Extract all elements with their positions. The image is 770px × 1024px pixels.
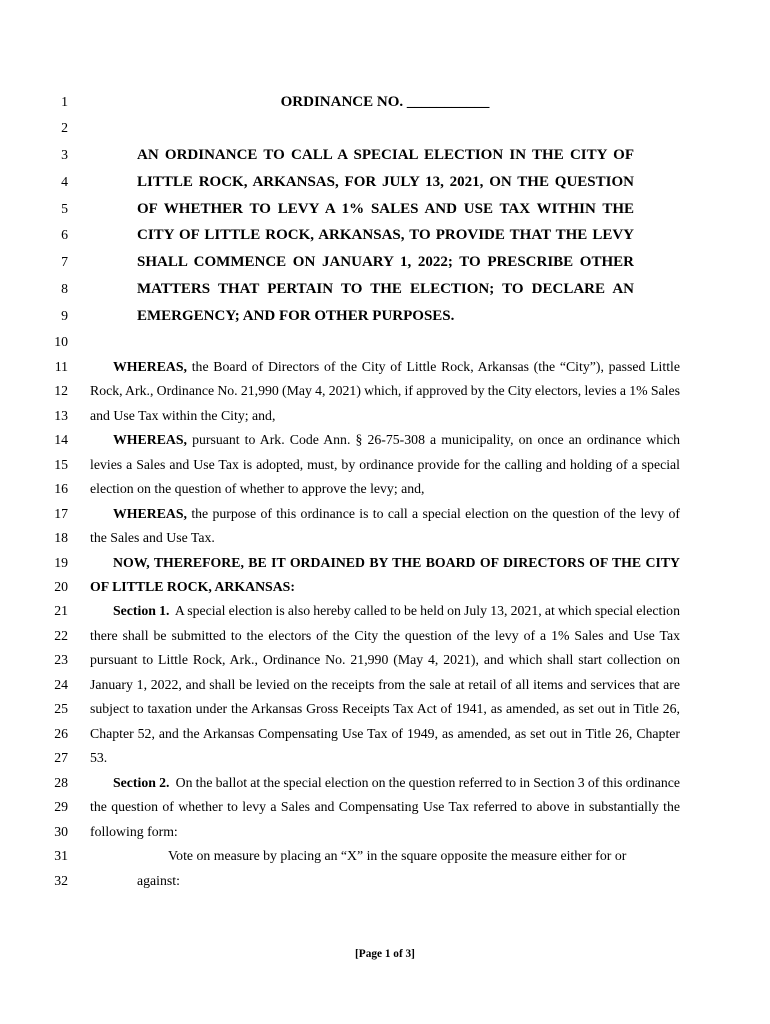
body-line: there shall be submitted to the electors of the City the question of the levy of a 1% Sales and Use Tax: [90, 627, 680, 643]
line-number: 29: [54, 799, 68, 815]
line-row: [0, 820, 770, 844]
line-row: [0, 575, 770, 599]
line-row: [0, 648, 770, 672]
line-row: [0, 746, 770, 770]
line-number: 8: [61, 280, 68, 296]
line-row: [0, 89, 770, 116]
line-row: [0, 276, 770, 303]
line-row: [0, 222, 770, 249]
line-row: [0, 502, 770, 526]
line-row: [0, 477, 770, 501]
line-number: 31: [54, 848, 68, 864]
line-row: [0, 673, 770, 697]
line-number: 22: [54, 627, 68, 643]
line-number: 21: [54, 603, 68, 619]
body-line: [113, 502, 680, 526]
line-row: [0, 844, 770, 868]
line-number: 30: [54, 823, 68, 839]
body-text: On the ballot at the special election on the question referred to in Section 3 of this ordinance: [175, 774, 680, 790]
line-number: 23: [54, 652, 68, 668]
line-row: [0, 115, 770, 142]
whereas-lead: WHEREAS,: [113, 432, 187, 448]
body-line: the Sales and Use Tax.: [90, 530, 215, 546]
line-number: 28: [54, 774, 68, 790]
line-number: 6: [61, 227, 68, 243]
ordaining-clause: OF LITTLE ROCK, ARKANSAS:: [90, 578, 295, 594]
line-number: 9: [61, 307, 68, 323]
line-row: [0, 869, 770, 893]
body-line: subject to taxation under the Arkansas Gross Receipts Tax Act of 1941, as amended, as set out in Title 26,: [90, 701, 680, 717]
line-number: 19: [54, 554, 68, 570]
caption-line: AN ORDINANCE TO CALL A SPECIAL ELECTION IN THE CITY OF: [137, 147, 634, 164]
caption-line: SHALL COMMENCE ON JANUARY 1, 2022; TO PRESCRIBE OTHER: [137, 254, 634, 271]
body-line: election on the question of whether to approve the levy; and,: [90, 481, 425, 497]
body-line: pursuant to Little Rock, Ark., Ordinance No. 21,990 (May 4, 2021), and which shall start collection on: [90, 652, 680, 668]
body-text: the purpose of this ordinance is to call a special election on the question of the levy of: [191, 505, 680, 521]
line-number: 32: [54, 872, 68, 888]
body-text: the Board of Directors of the City of Little Rock, Arkansas (the “City”), passed Little: [191, 358, 680, 374]
line-row: [0, 142, 770, 169]
line-number: 26: [54, 725, 68, 741]
section-heading: Section 1.: [113, 603, 170, 619]
line-number: 25: [54, 701, 68, 717]
line-number: 13: [54, 407, 68, 423]
line-row: [0, 428, 770, 452]
line-number: 14: [54, 432, 68, 448]
line-row: [0, 771, 770, 795]
line-row: [0, 404, 770, 428]
body-line: [113, 428, 680, 452]
ballot-instruction: Vote on measure by placing an “X” in the square opposite the measure either for or: [168, 848, 627, 864]
line-number: 15: [54, 456, 68, 472]
line-row: [0, 303, 770, 330]
line-number: 12: [54, 383, 68, 399]
ordinance-title: ORDINANCE NO. ___________: [280, 93, 490, 110]
line-row: [0, 169, 770, 196]
line-number: 2: [61, 120, 68, 136]
line-row: [0, 453, 770, 477]
line-row: [0, 355, 770, 379]
whereas-lead: WHEREAS,: [113, 505, 187, 521]
caption-line: EMERGENCY; AND FOR OTHER PURPOSES.: [137, 307, 455, 324]
ballot-instruction: against:: [137, 872, 180, 888]
body-line: 53.: [90, 750, 108, 766]
body-block: [0, 355, 770, 893]
ordaining-clause: NOW, THEREFORE, BE IT ORDAINED BY THE BOARD OF DIRECTORS OF THE CITY: [113, 554, 680, 570]
line-row: [0, 722, 770, 746]
line-number: 24: [54, 676, 68, 692]
whereas-lead: WHEREAS,: [113, 358, 187, 374]
body-text: pursuant to Ark. Code Ann. § 26-75-308 a municipality, on once an ordinance which: [192, 432, 680, 448]
caption-line: OF WHETHER TO LEVY A 1% SALES AND USE TAX WITHIN THE: [137, 200, 634, 217]
line-number: 5: [61, 200, 68, 216]
line-number: 10: [54, 334, 68, 350]
line-row: [0, 624, 770, 648]
body-line: following form:: [90, 823, 178, 839]
line-row: [0, 329, 770, 356]
line-row: [0, 599, 770, 623]
body-line: [113, 355, 680, 379]
body-line: the question of whether to levy a Sales and Compensating Use Tax referred to above in substantially the: [90, 799, 680, 815]
caption-line: MATTERS THAT PERTAIN TO THE ELECTION; TO DECLARE AN: [137, 280, 634, 297]
body-line: January 1, 2022, and shall be levied on the receipts from the sale at retail of all items and services that are: [90, 676, 680, 692]
line-number: 20: [54, 578, 68, 594]
line-number: 18: [54, 530, 68, 546]
line-number: 17: [54, 505, 68, 521]
line-row: [0, 526, 770, 550]
body-text: A special election is also hereby called to be held on July 13, 2021, at which special election: [174, 603, 680, 619]
body-line: levies a Sales and Use Tax is adopted, must, by ordinance provide for the calling and holding of a special: [90, 456, 680, 472]
caption-line: CITY OF LITTLE ROCK, ARKANSAS, TO PROVIDE THAT THE LEVY: [137, 227, 634, 244]
line-number: 7: [61, 254, 68, 270]
line-number: 27: [54, 750, 68, 766]
body-line: and Use Tax within the City; and,: [90, 407, 276, 423]
caption-line: LITTLE ROCK, ARKANSAS, FOR JULY 13, 2021, ON THE QUESTION: [137, 173, 634, 190]
line-row: [0, 379, 770, 403]
page-footer: [Page 1 of 3]: [355, 948, 415, 960]
line-row: [0, 697, 770, 721]
body-line: [113, 771, 680, 795]
line-row: [0, 795, 770, 819]
body-line: [113, 599, 680, 623]
body-line: Rock, Ark., Ordinance No. 21,990 (May 4, 2021) which, if approved by the City electors, levies a 1% Sales: [90, 383, 680, 399]
line-number: 4: [61, 173, 68, 189]
body-line: Chapter 52, and the Arkansas Compensating Use Tax of 1949, as amended, as set out in Title 26, Chapter: [90, 725, 680, 741]
line-number: 1: [61, 93, 68, 109]
line-row: [0, 196, 770, 223]
section-heading: Section 2.: [113, 774, 170, 790]
line-number: 16: [54, 481, 68, 497]
heading-block: [0, 89, 770, 357]
line-number: 11: [54, 358, 68, 374]
line-row: [0, 249, 770, 276]
line-row: [0, 551, 770, 575]
line-number: 3: [61, 147, 68, 163]
